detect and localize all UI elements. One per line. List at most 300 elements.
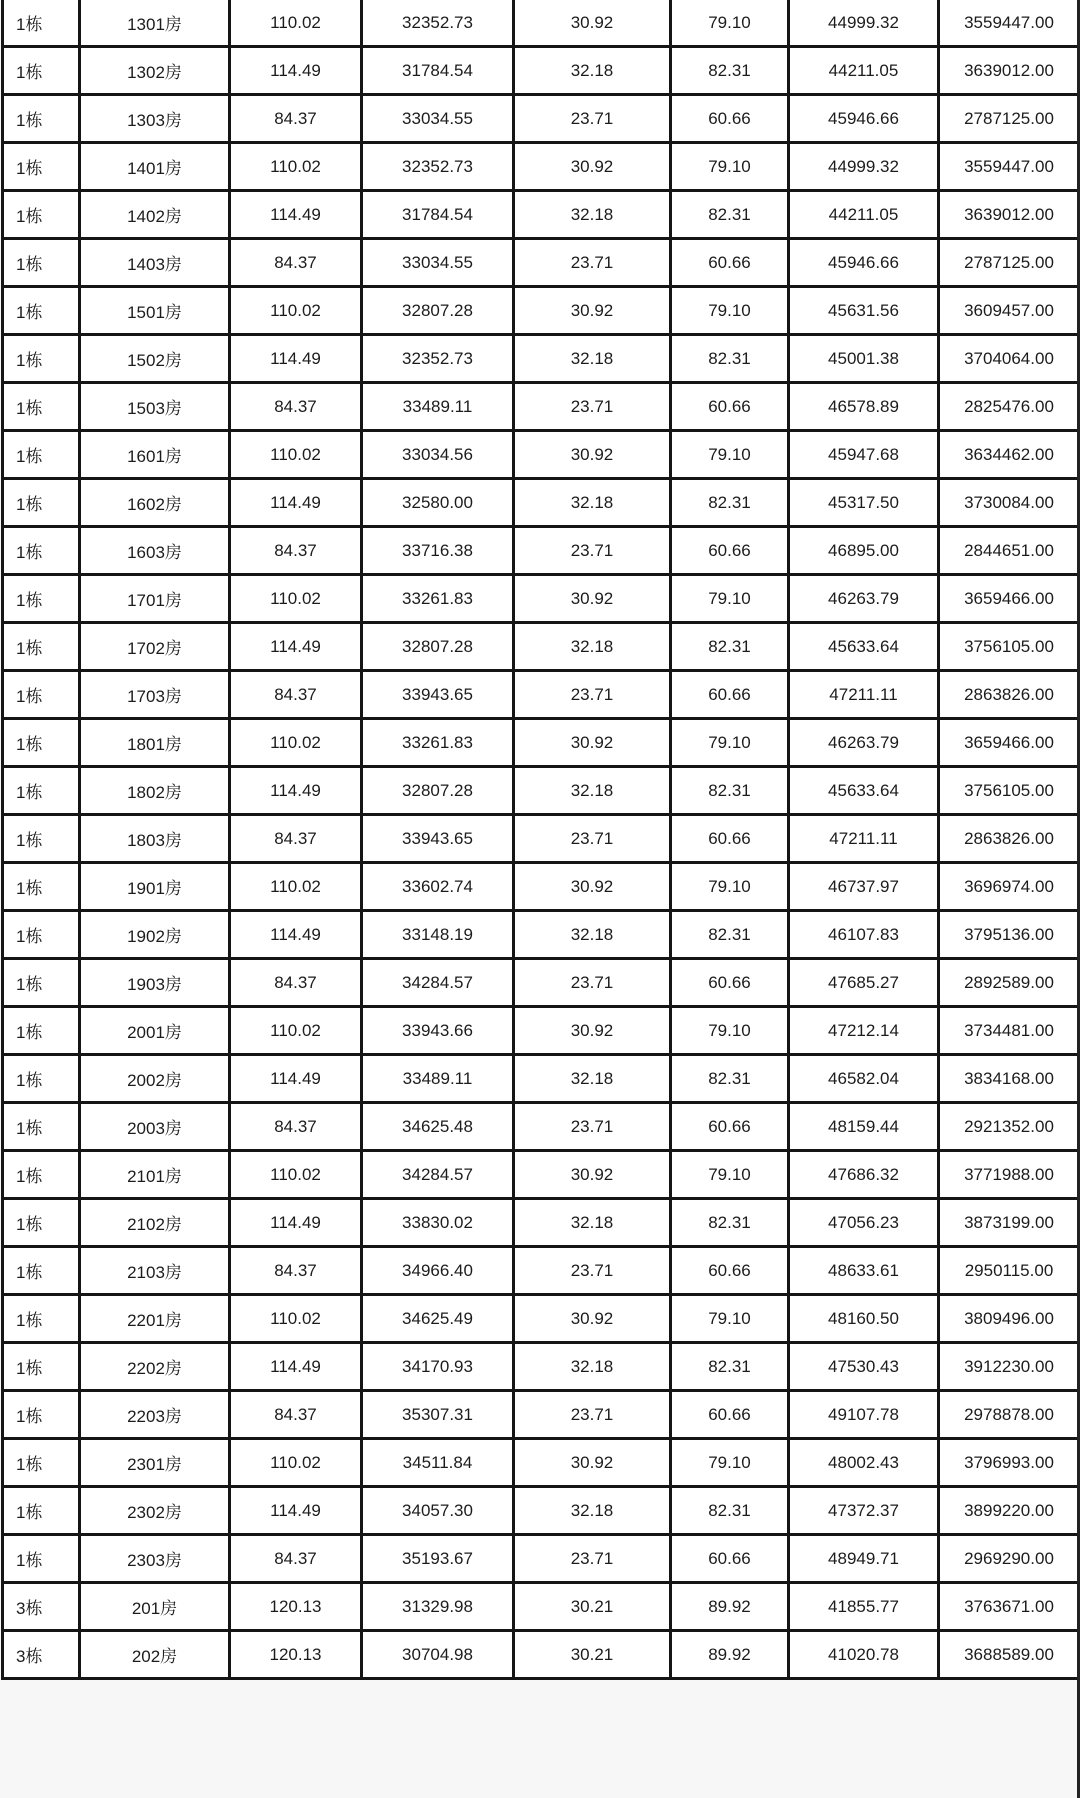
- building-cell: 1栋: [3, 431, 80, 479]
- shared-area-cell: 23.71: [514, 527, 671, 575]
- inner-unit-price-cell: 46107.83: [789, 911, 939, 959]
- building-cell: 1栋: [3, 719, 80, 767]
- unit-price-cell: 33716.38: [362, 527, 514, 575]
- total-price-cell: 2825476.00: [939, 383, 1080, 431]
- table-row: [3, 671, 1080, 719]
- area-cell: 110.02: [230, 287, 362, 335]
- unit-price-table: [1, 0, 1080, 1680]
- table-row: [3, 911, 1080, 959]
- unit-price-cell: 32807.28: [362, 623, 514, 671]
- room-cell: 1802房: [80, 767, 230, 815]
- total-price-cell: 3659466.00: [939, 575, 1080, 623]
- table-row: [3, 575, 1080, 623]
- area-cell: 114.49: [230, 767, 362, 815]
- inner-unit-price-cell: 47212.14: [789, 1007, 939, 1055]
- inner-unit-price-cell: 45317.50: [789, 479, 939, 527]
- table-row: [3, 1535, 1080, 1583]
- table-row: [3, 239, 1080, 287]
- unit-price-cell: 34625.49: [362, 1295, 514, 1343]
- inner-area-cell: 60.66: [671, 239, 789, 287]
- unit-price-cell: 30704.98: [362, 1631, 514, 1679]
- shared-area-cell: 23.71: [514, 671, 671, 719]
- room-cell: 1903房: [80, 959, 230, 1007]
- inner-area-cell: 60.66: [671, 815, 789, 863]
- inner-area-cell: 60.66: [671, 1535, 789, 1583]
- inner-unit-price-cell: 45633.64: [789, 623, 939, 671]
- shared-area-cell: 23.71: [514, 815, 671, 863]
- table-row: [3, 1487, 1080, 1535]
- area-cell: 110.02: [230, 0, 362, 47]
- building-cell: 1栋: [3, 1007, 80, 1055]
- shared-area-cell: 23.71: [514, 95, 671, 143]
- inner-area-cell: 79.10: [671, 0, 789, 47]
- area-cell: 114.49: [230, 623, 362, 671]
- inner-unit-price-cell: 41020.78: [789, 1631, 939, 1679]
- unit-price-cell: 32352.73: [362, 0, 514, 47]
- table-row: [3, 527, 1080, 575]
- shared-area-cell: 30.92: [514, 143, 671, 191]
- table-row: [3, 143, 1080, 191]
- shared-area-cell: 32.18: [514, 1343, 671, 1391]
- building-cell: 1栋: [3, 287, 80, 335]
- unit-price-cell: 33489.11: [362, 383, 514, 431]
- room-cell: 2003房: [80, 1103, 230, 1151]
- building-cell: 1栋: [3, 95, 80, 143]
- area-cell: 84.37: [230, 815, 362, 863]
- building-cell: 3栋: [3, 1583, 80, 1631]
- area-cell: 110.02: [230, 575, 362, 623]
- room-cell: 2201房: [80, 1295, 230, 1343]
- unit-price-cell: 34511.84: [362, 1439, 514, 1487]
- area-cell: 84.37: [230, 383, 362, 431]
- table-row: [3, 1247, 1080, 1295]
- table-row: [3, 767, 1080, 815]
- building-cell: 1栋: [3, 239, 80, 287]
- inner-unit-price-cell: 45946.66: [789, 239, 939, 287]
- table-row: [3, 1343, 1080, 1391]
- inner-area-cell: 60.66: [671, 1103, 789, 1151]
- table-row: [3, 95, 1080, 143]
- shared-area-cell: 30.92: [514, 431, 671, 479]
- table-row: [3, 959, 1080, 1007]
- inner-area-cell: 60.66: [671, 671, 789, 719]
- room-cell: 2103房: [80, 1247, 230, 1295]
- building-cell: 1栋: [3, 623, 80, 671]
- unit-price-cell: 34284.57: [362, 1151, 514, 1199]
- shared-area-cell: 30.92: [514, 1007, 671, 1055]
- table-row: [3, 623, 1080, 671]
- inner-unit-price-cell: 44211.05: [789, 47, 939, 95]
- room-cell: 1701房: [80, 575, 230, 623]
- room-cell: 2002房: [80, 1055, 230, 1103]
- building-cell: 1栋: [3, 527, 80, 575]
- room-cell: 1803房: [80, 815, 230, 863]
- room-cell: 2102房: [80, 1199, 230, 1247]
- table-row: [3, 287, 1080, 335]
- table-row: [3, 0, 1080, 47]
- table-row: [3, 1439, 1080, 1487]
- total-price-cell: 2787125.00: [939, 239, 1080, 287]
- area-cell: 110.02: [230, 863, 362, 911]
- unit-price-cell: 34625.48: [362, 1103, 514, 1151]
- total-price-cell: 2863826.00: [939, 815, 1080, 863]
- area-cell: 120.13: [230, 1583, 362, 1631]
- unit-price-cell: 33943.65: [362, 815, 514, 863]
- table-row: [3, 815, 1080, 863]
- area-cell: 84.37: [230, 239, 362, 287]
- total-price-cell: 2950115.00: [939, 1247, 1080, 1295]
- shared-area-cell: 32.18: [514, 1487, 671, 1535]
- building-cell: 1栋: [3, 47, 80, 95]
- inner-area-cell: 82.31: [671, 623, 789, 671]
- area-cell: 84.37: [230, 959, 362, 1007]
- inner-area-cell: 79.10: [671, 1007, 789, 1055]
- inner-unit-price-cell: 49107.78: [789, 1391, 939, 1439]
- area-cell: 84.37: [230, 527, 362, 575]
- building-cell: 1栋: [3, 1295, 80, 1343]
- shared-area-cell: 30.92: [514, 863, 671, 911]
- shared-area-cell: 30.92: [514, 575, 671, 623]
- building-cell: 1栋: [3, 1439, 80, 1487]
- building-cell: 1栋: [3, 1247, 80, 1295]
- building-cell: 1栋: [3, 1391, 80, 1439]
- unit-price-cell: 33034.55: [362, 239, 514, 287]
- inner-area-cell: 79.10: [671, 719, 789, 767]
- inner-area-cell: 79.10: [671, 1295, 789, 1343]
- inner-unit-price-cell: 47211.11: [789, 671, 939, 719]
- inner-area-cell: 60.66: [671, 95, 789, 143]
- room-cell: 1302房: [80, 47, 230, 95]
- inner-area-cell: 79.10: [671, 575, 789, 623]
- inner-unit-price-cell: 47211.11: [789, 815, 939, 863]
- inner-unit-price-cell: 48002.43: [789, 1439, 939, 1487]
- table-row: [3, 1295, 1080, 1343]
- total-price-cell: 3756105.00: [939, 767, 1080, 815]
- area-cell: 84.37: [230, 1535, 362, 1583]
- inner-unit-price-cell: 45633.64: [789, 767, 939, 815]
- unit-price-cell: 33489.11: [362, 1055, 514, 1103]
- unit-price-cell: 33943.66: [362, 1007, 514, 1055]
- inner-unit-price-cell: 41855.77: [789, 1583, 939, 1631]
- area-cell: 114.49: [230, 47, 362, 95]
- shared-area-cell: 30.92: [514, 1439, 671, 1487]
- inner-unit-price-cell: 45946.66: [789, 95, 939, 143]
- total-price-cell: 3756105.00: [939, 623, 1080, 671]
- inner-unit-price-cell: 44999.32: [789, 0, 939, 47]
- shared-area-cell: 23.71: [514, 1535, 671, 1583]
- inner-unit-price-cell: 47372.37: [789, 1487, 939, 1535]
- building-cell: 1栋: [3, 575, 80, 623]
- room-cell: 1303房: [80, 95, 230, 143]
- shared-area-cell: 32.18: [514, 623, 671, 671]
- area-cell: 114.49: [230, 1055, 362, 1103]
- building-cell: 1栋: [3, 911, 80, 959]
- total-price-cell: 3796993.00: [939, 1439, 1080, 1487]
- inner-unit-price-cell: 45631.56: [789, 287, 939, 335]
- total-price-cell: 2844651.00: [939, 527, 1080, 575]
- total-price-cell: 3659466.00: [939, 719, 1080, 767]
- building-cell: 1栋: [3, 959, 80, 1007]
- unit-price-cell: 33602.74: [362, 863, 514, 911]
- total-price-cell: 3609457.00: [939, 287, 1080, 335]
- building-cell: 3栋: [3, 1631, 80, 1679]
- area-cell: 84.37: [230, 1247, 362, 1295]
- inner-unit-price-cell: 45947.68: [789, 431, 939, 479]
- area-cell: 110.02: [230, 143, 362, 191]
- building-cell: 1栋: [3, 1199, 80, 1247]
- total-price-cell: 2892589.00: [939, 959, 1080, 1007]
- inner-unit-price-cell: 47686.32: [789, 1151, 939, 1199]
- room-cell: 1702房: [80, 623, 230, 671]
- shared-area-cell: 32.18: [514, 911, 671, 959]
- total-price-cell: 3559447.00: [939, 143, 1080, 191]
- room-cell: 1401房: [80, 143, 230, 191]
- table-row: [3, 1631, 1080, 1679]
- shared-area-cell: 32.18: [514, 479, 671, 527]
- total-price-cell: 2978878.00: [939, 1391, 1080, 1439]
- unit-price-cell: 32352.73: [362, 143, 514, 191]
- room-cell: 1703房: [80, 671, 230, 719]
- table-row: [3, 1391, 1080, 1439]
- table-row: [3, 191, 1080, 239]
- building-cell: 1栋: [3, 1103, 80, 1151]
- inner-area-cell: 82.31: [671, 47, 789, 95]
- table-row: [3, 383, 1080, 431]
- inner-unit-price-cell: 45001.38: [789, 335, 939, 383]
- room-cell: 1403房: [80, 239, 230, 287]
- building-cell: 1栋: [3, 383, 80, 431]
- room-cell: 1501房: [80, 287, 230, 335]
- table-row: [3, 1007, 1080, 1055]
- building-cell: 1栋: [3, 1487, 80, 1535]
- shared-area-cell: 30.92: [514, 0, 671, 47]
- total-price-cell: 3696974.00: [939, 863, 1080, 911]
- unit-price-cell: 33034.56: [362, 431, 514, 479]
- building-cell: 1栋: [3, 1055, 80, 1103]
- area-cell: 114.49: [230, 479, 362, 527]
- inner-area-cell: 82.31: [671, 191, 789, 239]
- total-price-cell: 3639012.00: [939, 47, 1080, 95]
- building-cell: 1栋: [3, 671, 80, 719]
- total-price-cell: 3634462.00: [939, 431, 1080, 479]
- shared-area-cell: 32.18: [514, 335, 671, 383]
- room-cell: 1902房: [80, 911, 230, 959]
- room-cell: 2202房: [80, 1343, 230, 1391]
- room-cell: 1503房: [80, 383, 230, 431]
- building-cell: 1栋: [3, 767, 80, 815]
- inner-unit-price-cell: 48159.44: [789, 1103, 939, 1151]
- table-body: [3, 0, 1080, 1679]
- room-cell: 2001房: [80, 1007, 230, 1055]
- inner-unit-price-cell: 46578.89: [789, 383, 939, 431]
- building-cell: 1栋: [3, 815, 80, 863]
- inner-area-cell: 60.66: [671, 527, 789, 575]
- building-cell: 1栋: [3, 1535, 80, 1583]
- area-cell: 84.37: [230, 1103, 362, 1151]
- table-row: [3, 719, 1080, 767]
- unit-price-cell: 33830.02: [362, 1199, 514, 1247]
- shared-area-cell: 30.92: [514, 719, 671, 767]
- total-price-cell: 2921352.00: [939, 1103, 1080, 1151]
- shared-area-cell: 32.18: [514, 191, 671, 239]
- total-price-cell: 3639012.00: [939, 191, 1080, 239]
- inner-unit-price-cell: 46582.04: [789, 1055, 939, 1103]
- area-cell: 114.49: [230, 1343, 362, 1391]
- unit-price-cell: 34284.57: [362, 959, 514, 1007]
- table-row: [3, 863, 1080, 911]
- area-cell: 114.49: [230, 335, 362, 383]
- total-price-cell: 2863826.00: [939, 671, 1080, 719]
- room-cell: 201房: [80, 1583, 230, 1631]
- room-cell: 1502房: [80, 335, 230, 383]
- area-cell: 110.02: [230, 1295, 362, 1343]
- room-cell: 2101房: [80, 1151, 230, 1199]
- total-price-cell: 3873199.00: [939, 1199, 1080, 1247]
- area-cell: 84.37: [230, 95, 362, 143]
- total-price-cell: 3795136.00: [939, 911, 1080, 959]
- inner-unit-price-cell: 46737.97: [789, 863, 939, 911]
- total-price-cell: 3771988.00: [939, 1151, 1080, 1199]
- total-price-cell: 3730084.00: [939, 479, 1080, 527]
- building-cell: 1栋: [3, 335, 80, 383]
- room-cell: 1801房: [80, 719, 230, 767]
- shared-area-cell: 30.21: [514, 1631, 671, 1679]
- inner-unit-price-cell: 47685.27: [789, 959, 939, 1007]
- area-cell: 114.49: [230, 1199, 362, 1247]
- shared-area-cell: 30.92: [514, 1295, 671, 1343]
- room-cell: 1301房: [80, 0, 230, 47]
- unit-price-cell: 32580.00: [362, 479, 514, 527]
- inner-unit-price-cell: 47530.43: [789, 1343, 939, 1391]
- building-cell: 1栋: [3, 863, 80, 911]
- inner-unit-price-cell: 44999.32: [789, 143, 939, 191]
- total-price-cell: 3704064.00: [939, 335, 1080, 383]
- unit-price-cell: 32807.28: [362, 767, 514, 815]
- inner-area-cell: 60.66: [671, 383, 789, 431]
- inner-area-cell: 89.92: [671, 1583, 789, 1631]
- area-cell: 110.02: [230, 1007, 362, 1055]
- inner-unit-price-cell: 44211.05: [789, 191, 939, 239]
- shared-area-cell: 23.71: [514, 383, 671, 431]
- table-row: [3, 47, 1080, 95]
- area-cell: 114.49: [230, 191, 362, 239]
- inner-area-cell: 89.92: [671, 1631, 789, 1679]
- unit-price-cell: 33943.65: [362, 671, 514, 719]
- room-cell: 1901房: [80, 863, 230, 911]
- unit-price-cell: 33034.55: [362, 95, 514, 143]
- total-price-cell: 3809496.00: [939, 1295, 1080, 1343]
- inner-area-cell: 79.10: [671, 287, 789, 335]
- unit-price-cell: 33261.83: [362, 719, 514, 767]
- room-cell: 2301房: [80, 1439, 230, 1487]
- unit-price-cell: 34966.40: [362, 1247, 514, 1295]
- inner-unit-price-cell: 48949.71: [789, 1535, 939, 1583]
- unit-price-cell: 34170.93: [362, 1343, 514, 1391]
- building-cell: 1栋: [3, 191, 80, 239]
- inner-area-cell: 79.10: [671, 431, 789, 479]
- shared-area-cell: 32.18: [514, 767, 671, 815]
- area-cell: 110.02: [230, 1151, 362, 1199]
- area-cell: 110.02: [230, 431, 362, 479]
- total-price-cell: 3559447.00: [939, 0, 1080, 47]
- room-cell: 1603房: [80, 527, 230, 575]
- shared-area-cell: 23.71: [514, 959, 671, 1007]
- room-cell: 2203房: [80, 1391, 230, 1439]
- inner-area-cell: 82.31: [671, 1343, 789, 1391]
- shared-area-cell: 30.92: [514, 1151, 671, 1199]
- shared-area-cell: 32.18: [514, 1055, 671, 1103]
- unit-price-cell: 33261.83: [362, 575, 514, 623]
- room-cell: 1601房: [80, 431, 230, 479]
- area-cell: 114.49: [230, 1487, 362, 1535]
- shared-area-cell: 23.71: [514, 1391, 671, 1439]
- room-cell: 202房: [80, 1631, 230, 1679]
- area-cell: 120.13: [230, 1631, 362, 1679]
- building-cell: 1栋: [3, 1343, 80, 1391]
- inner-area-cell: 82.31: [671, 1199, 789, 1247]
- total-price-cell: 3763671.00: [939, 1583, 1080, 1631]
- room-cell: 1602房: [80, 479, 230, 527]
- table-row: [3, 1103, 1080, 1151]
- total-price-cell: 2787125.00: [939, 95, 1080, 143]
- inner-area-cell: 82.31: [671, 911, 789, 959]
- building-cell: 1栋: [3, 0, 80, 47]
- table-row: [3, 1151, 1080, 1199]
- inner-area-cell: 82.31: [671, 1055, 789, 1103]
- shared-area-cell: 23.71: [514, 1247, 671, 1295]
- total-price-cell: 3899220.00: [939, 1487, 1080, 1535]
- inner-area-cell: 82.31: [671, 767, 789, 815]
- inner-unit-price-cell: 47056.23: [789, 1199, 939, 1247]
- shared-area-cell: 23.71: [514, 239, 671, 287]
- table-row: [3, 335, 1080, 383]
- unit-price-cell: 32352.73: [362, 335, 514, 383]
- inner-unit-price-cell: 46895.00: [789, 527, 939, 575]
- table-row: [3, 431, 1080, 479]
- table-row: [3, 479, 1080, 527]
- total-price-cell: 3734481.00: [939, 1007, 1080, 1055]
- building-cell: 1栋: [3, 1151, 80, 1199]
- table-row: [3, 1055, 1080, 1103]
- inner-area-cell: 82.31: [671, 1487, 789, 1535]
- inner-area-cell: 82.31: [671, 335, 789, 383]
- building-cell: 1栋: [3, 479, 80, 527]
- inner-area-cell: 82.31: [671, 479, 789, 527]
- table-row: [3, 1583, 1080, 1631]
- inner-area-cell: 79.10: [671, 143, 789, 191]
- area-cell: 110.02: [230, 719, 362, 767]
- inner-unit-price-cell: 48633.61: [789, 1247, 939, 1295]
- unit-price-cell: 35307.31: [362, 1391, 514, 1439]
- unit-price-cell: 31329.98: [362, 1583, 514, 1631]
- inner-area-cell: 60.66: [671, 959, 789, 1007]
- area-cell: 84.37: [230, 671, 362, 719]
- shared-area-cell: 30.21: [514, 1583, 671, 1631]
- unit-price-cell: 31784.54: [362, 47, 514, 95]
- table-row: [3, 1199, 1080, 1247]
- area-cell: 114.49: [230, 911, 362, 959]
- shared-area-cell: 30.92: [514, 287, 671, 335]
- area-cell: 84.37: [230, 1391, 362, 1439]
- inner-area-cell: 60.66: [671, 1391, 789, 1439]
- inner-unit-price-cell: 46263.79: [789, 575, 939, 623]
- shared-area-cell: 32.18: [514, 47, 671, 95]
- shared-area-cell: 23.71: [514, 1103, 671, 1151]
- total-price-cell: 3834168.00: [939, 1055, 1080, 1103]
- building-cell: 1栋: [3, 143, 80, 191]
- inner-unit-price-cell: 48160.50: [789, 1295, 939, 1343]
- room-cell: 2303房: [80, 1535, 230, 1583]
